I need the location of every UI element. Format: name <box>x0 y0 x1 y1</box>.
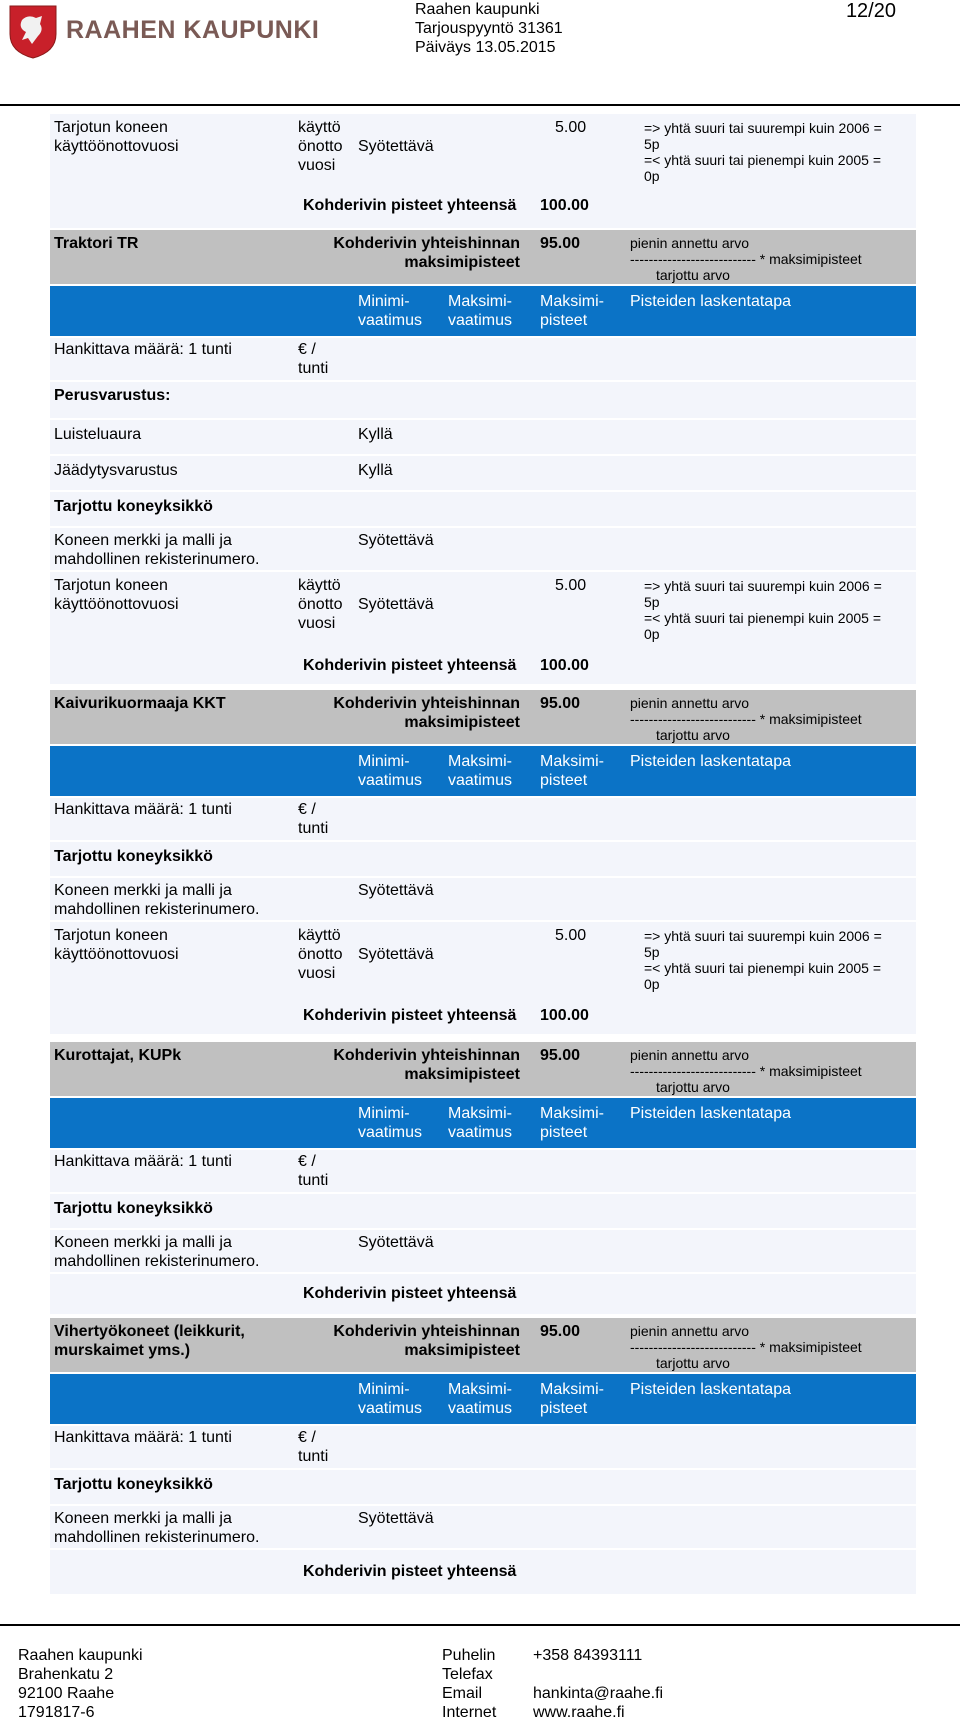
year-unit-3: vuosi <box>298 965 336 982</box>
year-unit-1: käyttö <box>298 577 341 594</box>
year-label-line1: Tarjotun koneen <box>54 119 168 136</box>
qty-unit <box>298 800 328 838</box>
max-value: 95.00 <box>540 1323 581 1340</box>
year-unit-2: önotto <box>298 946 343 963</box>
footer-contact-labels <box>442 1646 496 1722</box>
max-label <box>272 1046 520 1084</box>
page-number: 12/20 <box>845 0 896 22</box>
year-input[interactable]: Syötettävä <box>358 946 434 963</box>
total-label: Kohderivin pisteet yhteensä <box>303 197 517 214</box>
col-max <box>448 1380 512 1418</box>
col-min-2: vaatimus <box>358 1124 423 1141</box>
max-value: 95.00 <box>540 695 581 712</box>
col-max <box>448 292 512 330</box>
year-points: 5.00 <box>555 577 587 594</box>
col-max-2: vaatimus <box>448 772 513 789</box>
col-min <box>358 292 422 330</box>
col-points <box>540 1380 604 1418</box>
formula-3: tarjottu arvo <box>656 727 730 743</box>
year-points: 5.00 <box>555 927 587 944</box>
make-2: mahdollinen rekisterinumero. <box>54 1253 260 1270</box>
col-max-1: Maksimi- <box>448 1381 512 1398</box>
make-1: Koneen merkki ja malli ja <box>54 532 232 549</box>
header-divider <box>0 104 960 106</box>
offered-unit-row <box>50 842 916 876</box>
offered-unit-row <box>50 492 916 526</box>
item-header-kaivuri <box>50 690 916 744</box>
qty-label: Hankittava määrä: 1 tunti <box>54 1429 232 1446</box>
total-label: Kohderivin pisteet yhteensä <box>303 1285 517 1302</box>
item-title: Traktori TR <box>54 235 139 252</box>
offered-unit-label: Tarjottu koneyksikkö <box>54 498 213 515</box>
qty-label: Hankittava määrä: 1 tunti <box>54 801 232 818</box>
unit-1: € / <box>298 341 316 358</box>
year-unit <box>298 926 342 983</box>
footer-address <box>18 1646 143 1722</box>
col-max <box>448 752 512 790</box>
city-crest-icon <box>8 4 58 60</box>
year-unit-1: käyttö <box>298 119 341 136</box>
year-unit-1: käyttö <box>298 927 341 944</box>
footer-contact-values <box>533 1646 663 1722</box>
total-row <box>50 1274 916 1314</box>
rule-1b: 5p <box>644 594 660 610</box>
formula-3: tarjottu arvo <box>656 1079 730 1095</box>
footer-business-id: 1791817-6 <box>18 1704 95 1721</box>
col-pts-2: pisteet <box>540 1400 588 1417</box>
item-header-kurottajat <box>50 1042 916 1096</box>
unit-2: tunti <box>298 360 329 377</box>
unit-2: tunti <box>298 1172 329 1189</box>
unit-2: tunti <box>298 820 329 837</box>
col-method: Pisteiden laskentatapa <box>630 1105 791 1122</box>
footer-org: Raahen kaupunki <box>18 1647 143 1664</box>
col-pts-1: Maksimi- <box>540 293 604 310</box>
max-label-1: Kohderivin yhteishinnan <box>333 235 520 252</box>
col-min <box>358 752 422 790</box>
make-2: mahdollinen rekisterinumero. <box>54 1529 260 1546</box>
column-header <box>50 1374 916 1424</box>
max-label-1: Kohderivin yhteishinnan <box>333 1323 520 1340</box>
max-label-2: maksimipisteet <box>404 1066 520 1083</box>
column-header <box>50 286 916 336</box>
make-row <box>50 1230 916 1272</box>
col-method: Pisteiden laskentatapa <box>630 753 791 770</box>
col-method: Pisteiden laskentatapa <box>630 1381 791 1398</box>
offered-unit-label: Tarjottu koneyksikkö <box>54 848 213 865</box>
max-value: 95.00 <box>540 235 581 252</box>
formula-2: --------------------------- * maksimipisteet <box>630 1339 862 1355</box>
item-header-vihertyokoneet <box>50 1318 916 1372</box>
logo-text: RAAHEN KAUPUNKI <box>66 16 320 44</box>
col-points <box>540 1104 604 1142</box>
basic-equipment-row <box>50 382 916 418</box>
year-unit <box>298 118 342 175</box>
formula <box>630 1047 862 1095</box>
col-max-1: Maksimi- <box>448 1105 512 1122</box>
qty-label: Hankittava määrä: 1 tunti <box>54 341 232 358</box>
col-pts-1: Maksimi- <box>540 1105 604 1122</box>
total-label: Kohderivin pisteet yhteensä <box>303 1007 517 1024</box>
item-title <box>54 1322 245 1360</box>
col-min-1: Minimi- <box>358 753 410 770</box>
col-max-1: Maksimi- <box>448 753 512 770</box>
make-1: Koneen merkki ja malli ja <box>54 882 232 899</box>
column-header <box>50 1098 916 1148</box>
total-row <box>50 1550 916 1594</box>
col-min-1: Minimi- <box>358 1105 410 1122</box>
offered-unit-label: Tarjottu koneyksikkö <box>54 1200 213 1217</box>
footer-city: 92100 Raahe <box>18 1685 115 1702</box>
rule-2b: 0p <box>644 168 660 184</box>
col-max <box>448 1104 512 1142</box>
footer-web-link[interactable]: www.raahe.fi <box>533 1704 625 1721</box>
qty-row <box>50 1150 916 1192</box>
header-info <box>415 0 563 57</box>
item-title-1: Vihertyökoneet (leikkurit, <box>54 1323 245 1340</box>
unit-2: tunti <box>298 1448 329 1465</box>
make-2: mahdollinen rekisterinumero. <box>54 551 260 568</box>
make-label <box>54 881 259 919</box>
formula-1: pienin annettu arvo <box>630 1047 750 1063</box>
year-unit-2: önotto <box>298 596 343 613</box>
rule-2: =< yhtä suuri tai pienempi kuin 2005 = <box>644 610 881 626</box>
formula-3: tarjottu arvo <box>656 1355 730 1371</box>
col-max-2: vaatimus <box>448 1124 513 1141</box>
qty-row <box>50 798 916 840</box>
item-title: Kaivurikuormaaja KKT <box>54 695 226 712</box>
formula-1: pienin annettu arvo <box>630 235 750 251</box>
year-points: 5.00 <box>555 119 587 136</box>
qty-row <box>50 338 916 380</box>
col-points <box>540 752 604 790</box>
rule-2b: 0p <box>644 976 660 992</box>
equip-label: Jäädytysvarustus <box>54 462 178 479</box>
total-label: Kohderivin pisteet yhteensä <box>303 1563 517 1580</box>
make-input[interactable]: Syötettävä <box>358 1510 434 1527</box>
col-min-2: vaatimus <box>358 1400 423 1417</box>
max-label-2: maksimipisteet <box>404 714 520 731</box>
rule-1b: 5p <box>644 136 660 152</box>
year-label-line2: käyttöönottovuosi <box>54 946 179 963</box>
total-value: 100.00 <box>540 657 589 674</box>
qty-unit <box>298 340 328 378</box>
col-max-1: Maksimi- <box>448 293 512 310</box>
unit-1: € / <box>298 1429 316 1446</box>
make-1: Koneen merkki ja malli ja <box>54 1234 232 1251</box>
year-row <box>50 922 916 1034</box>
max-label-1: Kohderivin yhteishinnan <box>333 695 520 712</box>
offered-unit-row <box>50 1470 916 1504</box>
item-title-2: murskaimet yms.) <box>54 1342 191 1359</box>
item-header-traktori <box>50 230 916 284</box>
qty-label: Hankittava määrä: 1 tunti <box>54 1153 232 1170</box>
footer-email-label: Email <box>442 1685 483 1702</box>
year-rules <box>644 578 882 642</box>
formula <box>630 1323 862 1371</box>
footer-fax-label: Telefax <box>442 1666 493 1683</box>
formula-3: tarjottu arvo <box>656 267 730 283</box>
max-label <box>272 1322 520 1360</box>
formula-2: --------------------------- * maksimipisteet <box>630 711 862 727</box>
col-pts-2: pisteet <box>540 772 588 789</box>
footer-phone-label: Puhelin <box>442 1647 496 1664</box>
equip-row <box>50 456 916 490</box>
col-min-2: vaatimus <box>358 772 423 789</box>
basic-equipment-label: Perusvarustus: <box>54 387 171 404</box>
col-min <box>358 1104 422 1142</box>
max-label <box>272 694 520 732</box>
qty-unit <box>298 1428 328 1466</box>
year-label <box>54 118 179 156</box>
item-title: Kurottajat, KUPk <box>54 1047 182 1064</box>
year-unit-3: vuosi <box>298 157 336 174</box>
year-unit-3: vuosi <box>298 615 336 632</box>
footer-divider <box>0 1624 960 1626</box>
max-label-2: maksimipisteet <box>404 254 520 271</box>
rule-1: => yhtä suuri tai suurempi kuin 2006 = <box>644 928 882 944</box>
col-min-2: vaatimus <box>358 312 423 329</box>
formula-1: pienin annettu arvo <box>630 1323 750 1339</box>
header-org: Raahen kaupunki <box>415 1 540 18</box>
col-max-2: vaatimus <box>448 312 513 329</box>
footer-fax <box>533 1665 663 1684</box>
make-row <box>50 1506 916 1548</box>
total-value: 100.00 <box>540 197 589 214</box>
rule-1b: 5p <box>644 944 660 960</box>
make-1: Koneen merkki ja malli ja <box>54 1510 232 1527</box>
make-2: mahdollinen rekisterinumero. <box>54 901 260 918</box>
equip-value: Kyllä <box>358 426 393 443</box>
rule-2: =< yhtä suuri tai pienempi kuin 2005 = <box>644 960 881 976</box>
equip-label: Luisteluaura <box>54 426 142 443</box>
max-label-1: Kohderivin yhteishinnan <box>333 1047 520 1064</box>
offered-unit-label: Tarjottu koneyksikkö <box>54 1476 213 1493</box>
year-label <box>54 926 179 964</box>
total-value: 100.00 <box>540 1007 589 1024</box>
make-label <box>54 1509 259 1547</box>
make-input[interactable]: Syötettävä <box>358 1234 434 1251</box>
unit-1: € / <box>298 801 316 818</box>
header-ref: Tarjouspyyntö 31361 <box>415 20 563 37</box>
make-input[interactable]: Syötettävä <box>358 532 434 549</box>
col-method: Pisteiden laskentatapa <box>630 293 791 310</box>
rule-2b: 0p <box>644 626 660 642</box>
max-value: 95.00 <box>540 1047 581 1064</box>
total-label: Kohderivin pisteet yhteensä <box>303 657 517 674</box>
formula <box>630 695 862 743</box>
col-pts-2: pisteet <box>540 312 588 329</box>
year-label-line1: Tarjotun koneen <box>54 927 168 944</box>
column-header <box>50 746 916 796</box>
col-min-1: Minimi- <box>358 1381 410 1398</box>
rule-1: => yhtä suuri tai suurempi kuin 2006 = <box>644 120 882 136</box>
year-label-line2: käyttöönottovuosi <box>54 596 179 613</box>
col-min <box>358 1380 422 1418</box>
offered-unit-row <box>50 1194 916 1228</box>
equip-row <box>50 420 916 454</box>
equip-value: Kyllä <box>358 462 393 479</box>
footer-street: Brahenkatu 2 <box>18 1666 114 1683</box>
year-input[interactable]: Syötettävä <box>358 596 434 613</box>
make-row <box>50 878 916 920</box>
year-row <box>50 572 916 684</box>
max-label-2: maksimipisteet <box>404 1342 520 1359</box>
rule-1: => yhtä suuri tai suurempi kuin 2006 = <box>644 578 882 594</box>
unit-1: € / <box>298 1153 316 1170</box>
footer-email-link[interactable]: hankinta@raahe.fi <box>533 1685 664 1702</box>
make-label <box>54 1233 259 1271</box>
qty-unit <box>298 1152 328 1190</box>
col-min-1: Minimi- <box>358 293 410 310</box>
make-row <box>50 528 916 570</box>
year-unit <box>298 576 342 633</box>
col-points <box>540 292 604 330</box>
year-row <box>50 114 916 228</box>
qty-row <box>50 1426 916 1468</box>
year-rules <box>644 928 882 992</box>
formula <box>630 235 862 283</box>
col-max-2: vaatimus <box>448 1400 513 1417</box>
year-label <box>54 576 179 614</box>
make-label <box>54 531 259 569</box>
year-label-line2: käyttöönottovuosi <box>54 138 179 155</box>
rule-2: =< yhtä suuri tai pienempi kuin 2005 = <box>644 152 881 168</box>
year-input[interactable]: Syötettävä <box>358 138 434 155</box>
formula-2: --------------------------- * maksimipisteet <box>630 1063 862 1079</box>
formula-1: pienin annettu arvo <box>630 695 750 711</box>
footer-web-label: Internet <box>442 1704 497 1721</box>
header-date: Päiväys 13.05.2015 <box>415 39 556 56</box>
col-pts-1: Maksimi- <box>540 1381 604 1398</box>
col-pts-2: pisteet <box>540 1124 588 1141</box>
make-input[interactable]: Syötettävä <box>358 882 434 899</box>
formula-2: --------------------------- * maksimipisteet <box>630 251 862 267</box>
col-pts-1: Maksimi- <box>540 753 604 770</box>
max-label <box>272 234 520 272</box>
footer-phone: +358 84393111 <box>533 1647 643 1664</box>
year-rules <box>644 120 882 184</box>
year-label-line1: Tarjotun koneen <box>54 577 168 594</box>
year-unit-2: önotto <box>298 138 343 155</box>
